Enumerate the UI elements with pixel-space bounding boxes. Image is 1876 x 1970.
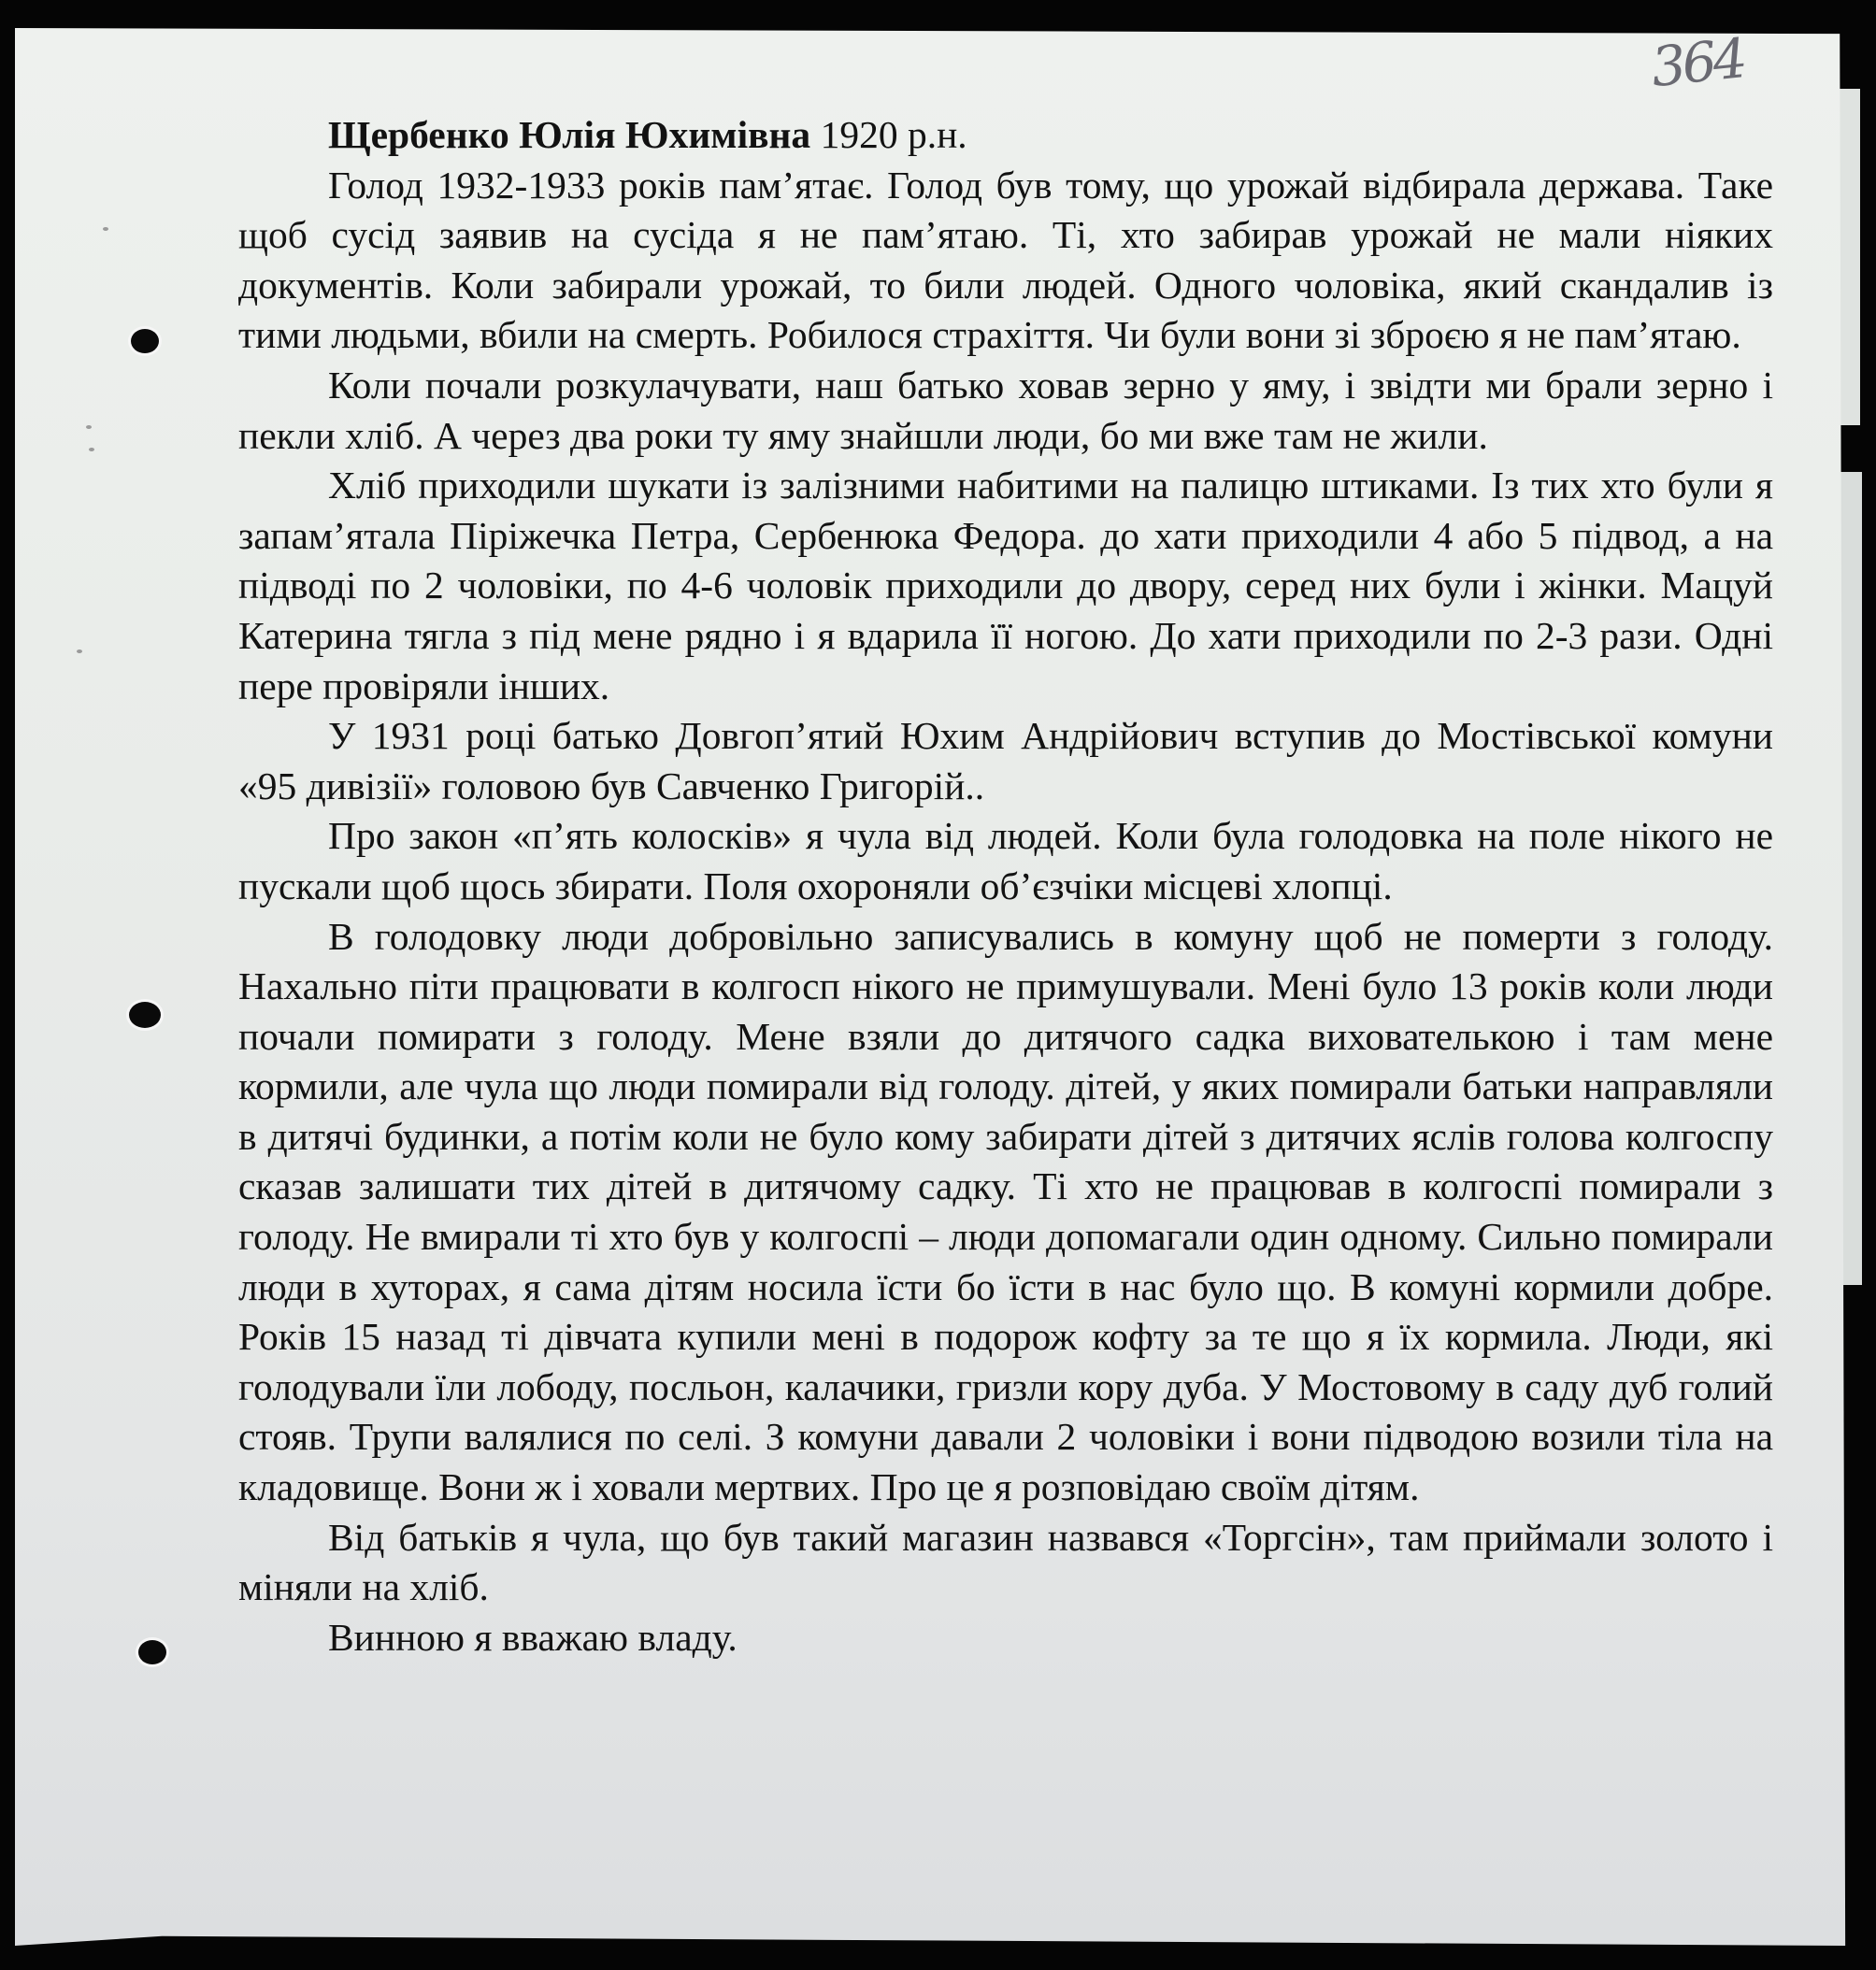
paragraph: У 1931 році батько Довгоп’ятий Юхим Андрійович вступив до Мостівської комуни «95 дивізії» головою був Савченко Григорій..: [238, 714, 1773, 807]
paper-speck: [77, 650, 82, 653]
paragraph: Голод 1932-1933 років пам’ятає. Голод був тому, що урожай відбирала держава. Таке щоб сусід заявив на сусіда я не пам’ятаю. Ті, хто забирав урожай не мали ніяких документів. Коли забирали урожай, то били людей. Одного чоловіка, який скандалив із тими людьми, вбили на смерть. Робилося страхіття. Чи були вони зі зброєю я не пам’ятаю.: [238, 163, 1773, 357]
document-body: [238, 110, 1773, 1663]
punch-hole: [138, 1640, 166, 1664]
birth-year: 1920 р.н.: [820, 113, 967, 156]
paragraph: Винною я вважаю владу.: [328, 1615, 738, 1659]
paragraph: Хліб приходили шукати із залізними набитими на палицю штиками. Із тих хто були я запам’ятала Піріжечка Петра, Сербенюка Федора. до хати приходили 4 або 5 підвод, а на підводі по 2 чоловіки, по 4-6 чоловік приходили до двору, серед них були і жінки. Мацуй Катерина тягла з під мене рядно і я вдарила її ногою. До хати приходили по 2-3 рази. Одні пере провіряли інших.: [238, 464, 1773, 707]
folio-number: 364: [1648, 26, 1747, 100]
paragraph: Про закон «п’ять колосків» я чула від людей. Коли була голодовка на поле нікого не пускали щоб щось збирати. Поля охороняли об’єзчіки місцеві хлопці.: [238, 814, 1773, 907]
paper-speck: [86, 425, 92, 429]
punch-hole: [129, 1002, 161, 1028]
respondent-name: Щербенко Юлія Юхимівна: [328, 113, 811, 156]
document-title: [238, 110, 1773, 161]
punch-hole: [131, 329, 159, 353]
paragraph: В голодовку люди добровільно записувались в комуну щоб не померти з голоду. Нахально піти працювати в колгосп нікого не примушували. Мені було 13 років коли люди почали помирати з голоду. Мене взяли до дитячого садка вихователькою і там мене кормили, але чула що люди помирали від голоду. дітей, у яких помирали батьки направляли в дитячі будинки, а потім коли не було кому забирати дітей з дитячих яслів голова колгоспу сказав залишати тих дітей в дитячому садку. Ті хто не працював в колгоспі помирали з голоду. Не вмирали ті хто був у колгоспі – люди допомагали один одному. Сильно помирали люди в хуторах, я сама дітям носила їсти бо їсти в нас було що. В комуні кормили добре. Років 15 назад ті дівчата купили мені в подорож кофту за те що я їх кормила. Люди, які голодували їли лободу, посльон, калачики, гризли кору дуба. У Мостовому в саду дуб голий стояв. Трупи валялися по селі. З комуни давали 2 чоловіки і вони підводою возили тіла на кладовище. Вони ж і ховали мертвих. Про це я розповідаю своїм дітям.: [238, 914, 1773, 1509]
paragraph: Від батьків я чула, що був такий магазин назвався «Торгсін», там приймали золото і міняли на хліб.: [238, 1515, 1773, 1609]
paper-speck: [89, 448, 94, 451]
paper-speck: [103, 227, 108, 231]
paragraph: Коли почали розкулачувати, наш батько ховав зерно у яму, і звідти ми брали зерно і пекли хліб. А через два роки ту яму знайшли люди, бо ми вже там не жили.: [238, 363, 1773, 457]
